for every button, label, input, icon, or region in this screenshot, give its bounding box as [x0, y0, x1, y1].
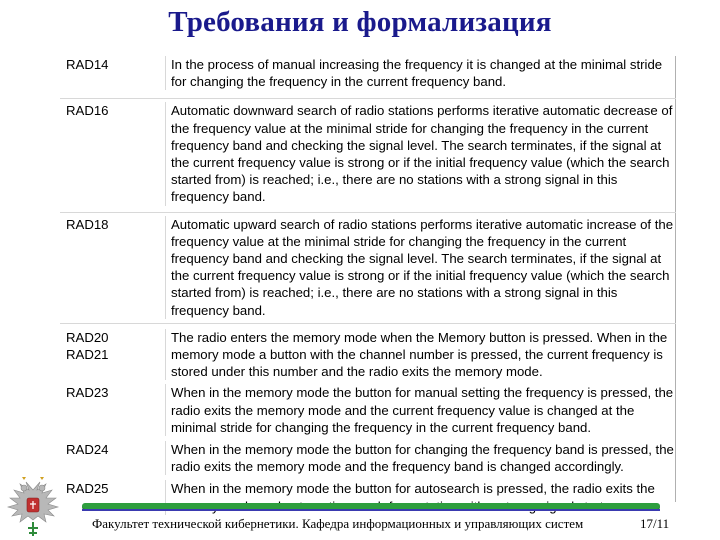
requirement-id: RAD18 — [66, 216, 109, 232]
requirement-id: RAD23 — [66, 385, 109, 401]
requirement-text: Automatic downward search of radio stations performs iterative automatic decrease of the frequency value at the minimal stride for changing the frequency in the current frequency band and checking the signal level. The search terminates, if the signal at the current frequency value is strong or if the initial frequency value (which the search started from) is reached; i.e., there are no stations with a strong signal in this frequency band. — [171, 103, 673, 205]
double-headed-eagle-emblem-icon — [2, 476, 64, 538]
requirement-id-cell — [60, 384, 166, 436]
requirement-row — [60, 382, 676, 439]
requirement-text: When in the memory mode the button for manual setting the frequency is pressed, the radio exits the memory mode and the current frequency value is changed at the minimal stride for changing the frequency in the current frequency band. — [171, 385, 674, 435]
requirement-id-cell — [60, 216, 166, 319]
footer-text: Факультет технической кибернетики. Кафедра информационных и управляющих систем — [92, 516, 584, 531]
requirement-text: When in the memory mode the button for changing the frequency band is pressed, the radio exits the memory mode and the frequency band is changed accordingly. — [171, 442, 674, 475]
requirement-text: Automatic upward search of radio stations performs iterative automatic increase of the frequency value at the minimal stride for changing the frequency in the current frequency band and checking the signal level. The search terminates, if the signal at the current frequency value is strong or if the initial frequency value (which the search started from) is reached; i.e., there are no stations with a strong signal in this frequency band. — [171, 216, 674, 318]
page-number: 17/11 — [640, 516, 670, 531]
requirement-id: RAD24 — [66, 442, 109, 458]
requirement-id-cell — [60, 441, 166, 475]
requirement-id-cell — [60, 329, 166, 381]
requirement-text: The radio enters the memory mode when the Memory button is pressed. When in the memory mode a button with the channel number is pressed, the current frequency is stored under this number and the radio exits the memory mode. — [171, 329, 668, 380]
requirement-id-cell — [60, 56, 166, 90]
requirement-row — [60, 99, 676, 212]
page-title: Требования и формализация — [168, 6, 552, 38]
requirement-id: RAD16 — [66, 103, 109, 119]
requirement-id-cell — [60, 102, 166, 205]
requirement-row — [60, 54, 676, 99]
requirement-row — [60, 439, 676, 478]
requirement-id: RAD21 — [66, 347, 109, 363]
requirement-id: RAD20 — [66, 329, 109, 345]
requirement-row — [60, 213, 676, 324]
requirement-id: RAD14 — [66, 57, 109, 72]
requirement-text: In the process of manual increasing the frequency it is changed at the minimal stride for changing the frequency in the current frequency band. — [171, 57, 663, 90]
requirement-text: When in the memory mode the button for autosearch is pressed, the radio exits the — [171, 481, 655, 497]
requirement-id: RAD25 — [66, 481, 109, 497]
requirements-table — [60, 54, 676, 515]
footer-divider-blue — [82, 509, 660, 511]
requirement-row — [60, 324, 676, 383]
